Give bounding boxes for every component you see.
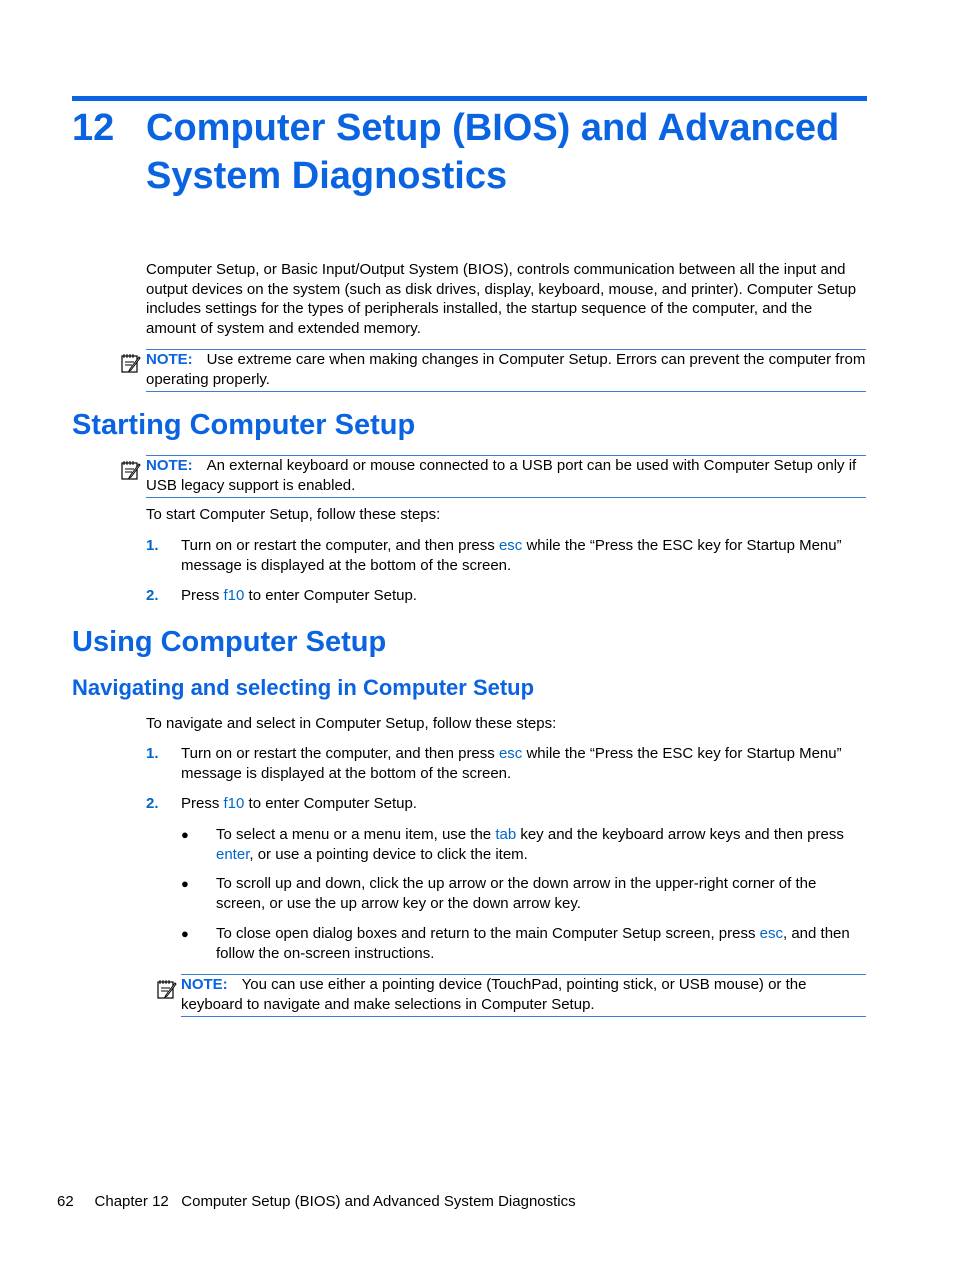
note-box [181,974,866,1017]
section-heading-using: Using Computer Setup [72,626,387,658]
note-text: An external keyboard or mouse connected to a USB port can be used with Computer Setup only if USB legacy support is enabled. [146,457,857,494]
note-label: NOTE: [146,351,193,368]
chapter-number: 12 [72,107,115,149]
steps-lead: To navigate and select in Computer Setup, follow these steps: [146,715,557,732]
key-esc: esc [498,537,523,554]
chapter-title: Computer Setup (BIOS) and Advanced System Diagnostics [146,107,840,197]
bullet-text-part: To scroll up and down, click the up arrow or the down arrow in the upper-right corner of the screen, or use the up arrow key or the down arrow key. [216,875,817,912]
step-text [181,586,866,606]
note-text: You can use either a pointing device (TouchPad, pointing stick, or USB mouse) or the keyboard to navigate and make selections in Computer Setup. [181,976,807,1013]
bullet-text-part: To select a menu or a menu item, use the [216,826,496,843]
key-f10: f10 [223,587,245,604]
step-text-part: to enter Computer Setup. [244,795,417,812]
footer-chapter-title: Computer Setup (BIOS) and Advanced System Diagnostics [181,1193,576,1210]
note-text: Use extreme care when making changes in Computer Setup. Errors can prevent the computer from operating properly. [146,351,866,388]
note-box [146,455,866,498]
step-text [181,744,866,783]
step-text-part: Turn on or restart the computer, and then press [181,745,499,762]
bullet-glyph: ● [181,926,189,941]
note-label: NOTE: [146,457,193,474]
step-number: 1. [146,537,159,554]
bullet-glyph: ● [181,876,189,891]
step-text-part: Turn on or restart the computer, and then press [181,537,499,554]
steps-lead: To start Computer Setup, follow these steps: [146,506,441,523]
step-number: 1. [146,745,159,762]
chapter-rule [72,96,867,101]
bullet-glyph: ● [181,827,189,842]
note-pad-icon [156,978,178,1000]
bullet-text [216,825,866,864]
note-label: NOTE: [181,976,228,993]
note-box [146,349,866,392]
bullet-text [216,874,866,913]
step-text [181,536,866,575]
key-f10: f10 [223,795,245,812]
key-tab: tab [495,826,517,843]
step-text [181,794,866,814]
note-pad-icon [120,352,142,374]
step-text-part: Press [181,587,224,604]
footer-chapter-label: Chapter 12 [94,1193,169,1210]
step-text-part: Press [181,795,224,812]
bullet-text [216,924,866,963]
subsection-heading-navigating: Navigating and selecting in Computer Setup [72,675,535,700]
step-text-part: while the “Press the ESC key for Startup Menu” message is displayed at the bottom of the screen. [181,745,842,782]
key-esc: esc [498,745,523,762]
key-enter: enter [216,845,250,863]
page-footer [57,1192,576,1211]
note-pad-icon [120,459,142,481]
bullet-text-part: To close open dialog boxes and return to the main Computer Setup screen, press [216,925,760,942]
page-number: 62 [57,1193,74,1210]
step-number: 2. [146,795,159,812]
bullet-text-part: , and then follow the on-screen instructions. [216,925,850,962]
step-text-part: to enter Computer Setup. [244,587,417,604]
bullet-text-part: , or use a pointing device to click the item. [249,845,528,863]
section-heading-starting: Starting Computer Setup [72,409,416,441]
step-number: 2. [146,587,159,604]
key-esc: esc [759,925,783,942]
bullet-text-part: key and the keyboard arrow keys and then press [516,826,844,843]
step-text-part: while the “Press the ESC key for Startup Menu” message is displayed at the bottom of the screen. [181,537,842,574]
intro-paragraph: Computer Setup, or Basic Input/Output System (BIOS), controls communication between all the input and output devices on the system (such as disk drives, display, keyboard, mouse, and printer). Computer Setup includes settings for the types of peripherals installed, the startup sequence of the computer, and the amount of system and extended memory. [146,261,857,337]
